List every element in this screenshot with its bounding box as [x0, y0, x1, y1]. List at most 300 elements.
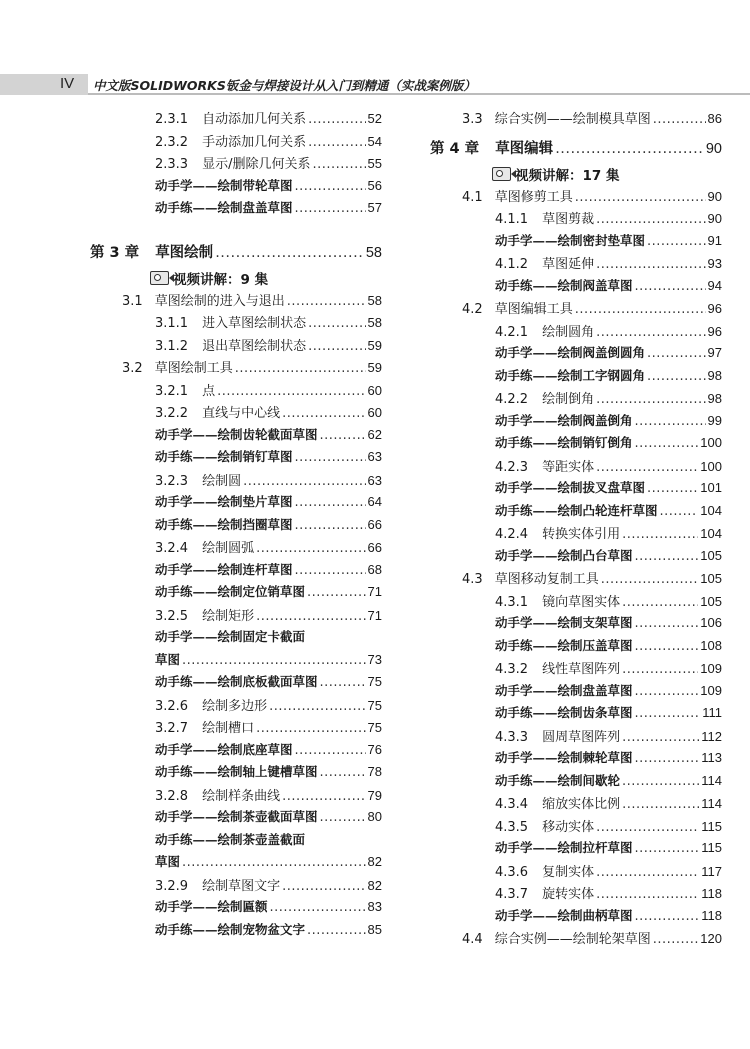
- dot-leader: [308, 135, 365, 150]
- toc-page-number: 117: [701, 863, 722, 879]
- toc-exercise: [90, 852, 382, 875]
- toc-section: [90, 605, 382, 628]
- toc-exercise: [430, 366, 722, 389]
- toc-section: [90, 470, 382, 493]
- toc-entry-title: 显示/删除几何关系: [202, 157, 311, 172]
- toc-entry-title: 动手练——绘制阀盖草图: [495, 277, 633, 293]
- toc-entry-continued: [90, 627, 382, 650]
- toc-page-number: 100: [700, 458, 722, 474]
- dot-leader: [635, 684, 699, 699]
- toc-page-number: 104: [700, 526, 722, 541]
- toc-entry-title: 绘制倒角: [542, 392, 595, 407]
- toc-entry-number: 4.2.4: [495, 527, 529, 542]
- toc-page-number: 63: [367, 472, 382, 488]
- dot-leader: [307, 585, 366, 600]
- toc-section: [90, 380, 382, 403]
- dot-leader: [575, 190, 706, 205]
- toc-page-number: 91: [707, 232, 722, 248]
- toc-entry-title: 综合实例——绘制轮架草图: [494, 932, 651, 947]
- toc-page-number: 58: [367, 292, 382, 308]
- dot-leader: [622, 527, 698, 542]
- toc-entry-title: 旋转实体: [542, 887, 595, 902]
- dot-leader: [647, 234, 706, 249]
- dot-leader: [282, 406, 365, 421]
- toc-page-number: 99: [707, 412, 722, 428]
- toc-entry-title: 草图编辑工具: [494, 302, 573, 317]
- toc-entry-title: 绘制草图文字: [202, 878, 281, 894]
- dot-leader: [269, 699, 365, 714]
- toc-page-number: 104: [700, 502, 722, 518]
- toc-page-number: 105: [700, 571, 722, 586]
- toc-page-number: 94: [707, 277, 722, 293]
- toc-exercise: [430, 433, 722, 456]
- dot-leader: [295, 201, 366, 216]
- toc-entry-number: 3.2.2: [155, 406, 189, 421]
- dot-leader: [256, 721, 365, 736]
- toc-entry-title: 动手练——绘制间歇轮: [495, 772, 621, 788]
- dot-leader: [215, 245, 364, 261]
- toc-exercise: [430, 703, 722, 726]
- toc-entry-title: 动手练——绘制工字钢圆角: [495, 367, 646, 383]
- toc-entry-number: 4.4: [462, 932, 483, 947]
- toc-exercise: [430, 906, 722, 929]
- dot-leader: [635, 751, 700, 766]
- dot-leader: [575, 302, 706, 317]
- dot-leader: [601, 572, 699, 587]
- toc-exercise: [90, 425, 382, 448]
- dot-leader: [660, 504, 699, 519]
- toc-section: [90, 537, 382, 560]
- toc-exercise: [430, 276, 722, 299]
- toc-entry-number: 4.3.4: [495, 797, 529, 812]
- toc-page-number: 71: [367, 584, 382, 599]
- dot-leader: [235, 361, 366, 376]
- toc-page-number: 114: [701, 772, 722, 788]
- toc-section: [430, 928, 722, 951]
- toc-exercise: [430, 343, 722, 366]
- toc-entry-title: 动手学——绘制凸台草图: [495, 547, 633, 563]
- toc-page-number: 60: [367, 382, 382, 398]
- toc-entry-title: 动手学——绘制茶壶截面草图: [155, 809, 318, 824]
- toc-section: [430, 591, 722, 614]
- toc-entry-title: 动手练——绘制盘盖草图: [155, 200, 293, 215]
- toc-entry-number: 3.2.4: [155, 541, 189, 556]
- dot-leader: [320, 765, 366, 780]
- toc-entry-title: 圆周草图阵列: [542, 729, 621, 745]
- video-camera-icon: [150, 271, 169, 285]
- toc-entry-number: 2.3.1: [155, 112, 189, 127]
- toc-section: [90, 335, 382, 358]
- toc-entry-title: 动手学——绘制支架草图: [495, 615, 633, 630]
- dot-leader: [596, 325, 705, 340]
- dot-leader: [243, 474, 365, 489]
- dot-leader: [635, 616, 699, 631]
- toc-section: [430, 108, 722, 131]
- dot-leader: [320, 810, 366, 825]
- toc-entry-title: 直线与中心线: [202, 406, 281, 421]
- toc-exercise: [90, 920, 382, 943]
- toc-page-number: 80: [367, 809, 382, 824]
- toc-entry-number: 3.1.1: [155, 316, 189, 331]
- toc-entry-title: 进入草图绘制状态: [202, 316, 307, 331]
- toc-entry-title: 草图绘制工具: [154, 361, 233, 376]
- toc-page-number: 100: [700, 435, 722, 450]
- toc-entry-title: 复制实体: [542, 864, 595, 880]
- toc-entry-number: 4.2.3: [495, 459, 529, 475]
- toc-page-number: 115: [701, 840, 722, 855]
- toc-exercise: [430, 411, 722, 434]
- dot-leader: [308, 339, 365, 354]
- toc-page-number: 90: [707, 211, 722, 226]
- toc-entry-number: 3.2.6: [155, 698, 189, 714]
- toc-section: [430, 208, 722, 231]
- dot-leader: [307, 923, 366, 938]
- toc-page-number: 54: [367, 133, 382, 149]
- toc-section: [90, 312, 382, 335]
- toc-entry-title: 草图: [155, 854, 181, 869]
- toc-page-number: 93: [707, 256, 722, 271]
- dot-leader: [622, 595, 698, 610]
- toc-page-number: 56: [367, 177, 382, 193]
- dot-leader: [653, 112, 706, 127]
- toc-section: [430, 568, 722, 591]
- dot-leader: [596, 865, 699, 880]
- toc-section: [90, 153, 382, 176]
- dot-leader: [295, 179, 366, 194]
- page-number-box: [0, 74, 88, 95]
- toc-entry-title: 自动添加几何关系: [202, 112, 307, 127]
- toc-entry-title: 动手学——绘制拔叉盘草图: [495, 480, 646, 495]
- toc-entry-title: 动手练——绘制茶壶盖截面: [155, 831, 306, 847]
- toc-section: [430, 883, 722, 906]
- toc-entry-number: 4.3.6: [495, 864, 529, 880]
- dot-leader: [596, 212, 705, 227]
- toc-section: [430, 861, 722, 884]
- toc-page-number: 85: [367, 921, 382, 937]
- toc-page-number: 96: [707, 323, 722, 339]
- toc-entry-title: 动手学——绘制连杆草图: [155, 561, 293, 577]
- toc-entry-title: 线性草图阵列: [542, 662, 621, 677]
- toc-entry-title: 移动实体: [542, 819, 595, 835]
- toc-entry-number: 3.2.9: [155, 878, 189, 894]
- dot-leader: [555, 141, 704, 157]
- toc-entry-number: 4.2.2: [495, 392, 529, 407]
- toc-entry-number: 2.3.3: [155, 157, 189, 172]
- toc-page-number: 96: [707, 301, 722, 316]
- toc-section: [430, 298, 722, 321]
- toc-entry-title: 动手学——绘制拉杆草图: [495, 840, 633, 855]
- toc-exercise: [430, 231, 722, 254]
- toc-exercise: [430, 838, 722, 861]
- toc-page-number: 112: [701, 728, 722, 744]
- toc-page-number: 66: [367, 540, 382, 555]
- toc-entry-title: 动手练——绘制挡圈草图: [155, 516, 293, 532]
- toc-exercise: [430, 546, 722, 569]
- toc-page-number: 101: [700, 480, 722, 495]
- dot-leader: [635, 279, 706, 294]
- toc-entry-title: 草图绘制: [155, 244, 214, 261]
- toc-entry-number: 3.1: [122, 293, 143, 309]
- toc-entry-title: 动手学——绘制阀盖倒角: [495, 412, 633, 428]
- dot-leader: [256, 609, 365, 624]
- dot-leader: [256, 541, 365, 556]
- toc-entry-number: 3.2.3: [155, 473, 189, 489]
- toc-entry-title: 缩放实体比例: [542, 797, 621, 812]
- toc-entry-number: 3.2.7: [155, 721, 189, 736]
- toc-entry-number: 4.2: [462, 302, 483, 317]
- toc-exercise: [430, 748, 722, 771]
- toc-entry-number: 3.3: [462, 112, 483, 127]
- toc-entry-title: 动手练——绘制齿条草图: [495, 705, 633, 720]
- toc-entry-title: 退出草图绘制状态: [202, 338, 307, 354]
- toc-entry-title: 手动添加几何关系: [202, 134, 307, 150]
- toc-page-number: 98: [707, 367, 722, 383]
- toc-exercise: [90, 762, 382, 785]
- toc-page-number: 55: [367, 156, 382, 171]
- toc-page-number: 108: [700, 637, 722, 653]
- dot-leader: [635, 909, 700, 924]
- toc-entry-title: 综合实例——绘制模具草图: [494, 112, 651, 127]
- toc-page-number: 109: [700, 661, 722, 676]
- toc-section: [430, 253, 722, 276]
- video-lecture-label: 视频讲解：9 集: [173, 272, 269, 288]
- toc-page-number: 106: [700, 615, 722, 630]
- dot-leader: [308, 316, 365, 331]
- toc-entry-number: 4.3.7: [495, 887, 529, 902]
- toc-section: [90, 131, 382, 154]
- dot-leader: [635, 414, 706, 429]
- toc-section: [90, 695, 382, 718]
- toc-entry-title: 草图剪裁: [542, 212, 595, 227]
- dot-leader: [217, 384, 365, 399]
- dot-leader: [320, 675, 366, 690]
- toc-exercise: [430, 771, 722, 794]
- toc-page-number: 58: [365, 244, 382, 261]
- toc-section: [430, 816, 722, 839]
- toc-entry-number: 4.1.1: [495, 212, 529, 227]
- dot-leader: [287, 294, 366, 309]
- toc-entry-title: 动手学——绘制阀盖倒圆角: [495, 345, 646, 360]
- toc-page-number: 75: [367, 697, 382, 713]
- toc-entry-number: 第 4 章: [430, 140, 480, 157]
- toc-entry-title: 动手学——绘制棘轮草图: [495, 750, 633, 765]
- toc-section: [90, 108, 382, 131]
- dot-leader: [596, 392, 705, 407]
- toc-page-number: 105: [700, 593, 722, 609]
- toc-page-number: 71: [367, 607, 382, 623]
- toc-page-number: 86: [707, 111, 722, 126]
- toc-page-number: 98: [707, 391, 722, 406]
- toc-page-number: 58: [367, 315, 382, 330]
- toc-entry-number: 4.3.1: [495, 594, 529, 610]
- toc-section: [90, 785, 382, 808]
- toc-entry-title: 绘制槽口: [202, 721, 255, 736]
- toc-entry-title: 草图绘制的进入与退出: [154, 293, 285, 309]
- toc-page-number: 114: [701, 796, 722, 811]
- toc-entry-title: 动手学——绘制底座草图: [155, 741, 293, 757]
- toc-entry-number: 4.1.2: [495, 257, 529, 272]
- toc-exercise: [90, 582, 382, 605]
- toc-exercise: [90, 447, 382, 470]
- toc-page-number: 64: [367, 494, 382, 509]
- toc-chapter: [90, 241, 382, 267]
- toc-page-number: 78: [367, 764, 382, 779]
- video-lecture-note: [430, 163, 722, 186]
- toc-exercise: [430, 501, 722, 524]
- toc-exercise: [90, 807, 382, 830]
- toc-entry-title: 动手练——绘制压盖草图: [495, 637, 633, 653]
- toc-page-number: 66: [367, 516, 382, 532]
- toc-entry-number: 4.3.5: [495, 819, 529, 835]
- toc-entry-title: 草图编辑: [495, 140, 554, 157]
- toc-page-number: 90: [705, 140, 722, 157]
- dot-leader: [282, 879, 365, 894]
- dot-leader: [635, 436, 699, 451]
- dot-leader: [295, 563, 366, 578]
- toc-entry-title: 绘制多边形: [202, 698, 268, 714]
- toc-page-number: 75: [367, 674, 382, 689]
- toc-entry-number: 3.2.8: [155, 788, 189, 804]
- toc-spacer: [90, 221, 382, 235]
- toc-exercise: [90, 560, 382, 583]
- video-camera-icon: [492, 167, 511, 181]
- toc-entry-number: 3.2: [122, 361, 143, 376]
- toc-page-number: 83: [367, 899, 382, 914]
- dot-leader: [308, 112, 365, 127]
- dot-leader: [635, 841, 700, 856]
- dot-leader: [622, 730, 699, 745]
- toc-entry-number: 4.3: [462, 572, 483, 587]
- toc-entry-title: 动手学——绘制带轮草图: [155, 177, 293, 193]
- toc-exercise: [90, 897, 382, 920]
- toc-entry-title: 动手学——绘制齿轮截面草图: [155, 426, 318, 442]
- toc-page-number: 109: [700, 682, 722, 698]
- dot-leader: [622, 774, 699, 789]
- toc-entry-title: 动手练——绘制轴上键槽草图: [155, 764, 318, 779]
- dot-leader: [282, 789, 365, 804]
- toc-section: [430, 793, 722, 816]
- toc-chapter: [430, 137, 722, 163]
- dot-leader: [295, 450, 366, 465]
- toc-entry-title: 等距实体: [542, 459, 595, 475]
- toc-page-number: 82: [367, 854, 382, 869]
- toc-entry-title: 绘制矩形: [202, 608, 255, 624]
- toc-page-number: 59: [367, 360, 382, 375]
- toc-page-number: 79: [367, 787, 382, 803]
- dot-leader: [596, 460, 698, 475]
- toc-section: [430, 726, 722, 749]
- page-header: [0, 74, 750, 95]
- toc-section: [430, 456, 722, 479]
- toc-entry-title: 动手练——绘制宠物盆文字: [155, 921, 306, 937]
- toc-entry-title: 草图延伸: [542, 257, 595, 272]
- toc-entry-title: 转换实体引用: [542, 527, 621, 542]
- toc-entry-title: 动手练——绘制销钉倒角: [495, 435, 633, 450]
- toc-entry-title: 绘制圆弧: [202, 541, 255, 556]
- dot-leader: [635, 639, 699, 654]
- toc-exercise: [430, 613, 722, 636]
- toc-entry-title: 动手学——绘制固定卡截面: [155, 629, 306, 644]
- toc-entry-title: 绘制圆角: [542, 324, 595, 340]
- dot-leader: [635, 549, 699, 564]
- toc-entry-number: 2.3.2: [155, 134, 189, 150]
- dot-leader: [596, 820, 699, 835]
- dot-leader: [622, 662, 698, 677]
- dot-leader: [270, 900, 366, 915]
- toc-exercise: [90, 492, 382, 515]
- toc-entry-number: 4.3.2: [495, 662, 529, 677]
- toc-page-number: 115: [701, 818, 722, 834]
- video-lecture-note: [90, 267, 382, 290]
- page-number: IV: [60, 75, 75, 92]
- toc-section: [90, 717, 382, 740]
- dot-leader: [320, 428, 366, 443]
- toc-section: [430, 321, 722, 344]
- toc-entry-number: 4.3.3: [495, 729, 529, 745]
- toc-page-number: 73: [367, 651, 382, 667]
- toc-exercise: [430, 681, 722, 704]
- toc-entry-title: 动手学——绘制密封垫草图: [495, 232, 646, 248]
- toc-page-number: 118: [701, 907, 722, 923]
- toc-section: [90, 875, 382, 898]
- dot-leader: [312, 157, 365, 172]
- dot-leader: [647, 346, 706, 361]
- dot-leader: [596, 257, 705, 272]
- toc-entry-number: 3.2.1: [155, 383, 189, 399]
- toc-page-number: 82: [367, 877, 382, 893]
- toc-page-number: 75: [367, 720, 382, 735]
- toc-entry-number: 4.1: [462, 189, 483, 205]
- toc-section: [90, 357, 382, 380]
- toc-exercise: [90, 515, 382, 538]
- toc-entry-title: 动手练——绘制定位销草图: [155, 584, 306, 599]
- toc-exercise: [430, 636, 722, 659]
- dot-leader: [295, 743, 366, 758]
- toc-page-number: 97: [707, 345, 722, 360]
- toc-exercise: [90, 176, 382, 199]
- toc-section: [90, 290, 382, 313]
- dot-leader: [182, 653, 366, 668]
- toc-entry-title: 动手学——绘制垫片草图: [155, 494, 293, 509]
- toc-page-number: 63: [367, 449, 382, 464]
- dot-leader: [622, 797, 699, 812]
- dot-leader: [295, 495, 366, 510]
- toc-section: [430, 658, 722, 681]
- toc-entry-title: 动手练——绘制底板截面草图: [155, 674, 318, 689]
- toc-entry-title: 绘制圆: [202, 473, 242, 489]
- dot-leader: [295, 518, 366, 533]
- video-lecture-label: 视频讲解：17 集: [515, 168, 620, 184]
- toc-page-number: 111: [702, 705, 722, 720]
- header-rule: [88, 93, 750, 95]
- toc-section: [430, 523, 722, 546]
- book-title: 中文版SOLIDWORKS钣金与焊接设计从入门到精通（实战案例版）: [93, 78, 476, 93]
- toc-entry-title: 点: [202, 383, 216, 399]
- toc-entry-title: 动手学——绘制曲柄草图: [495, 907, 633, 923]
- toc-entry-continued: [90, 830, 382, 853]
- toc-entry-number: 第 3 章: [90, 244, 140, 261]
- toc-entry-title: 动手学——绘制匾额: [155, 899, 268, 914]
- toc-page-number: 59: [367, 337, 382, 353]
- toc-entry-title: 草图: [155, 651, 181, 667]
- dot-leader: [635, 706, 701, 721]
- toc-entry-title: 动手学——绘制盘盖草图: [495, 682, 633, 698]
- toc-entry-title: 草图移动复制工具: [494, 572, 599, 587]
- toc-page-number: 76: [367, 741, 382, 757]
- toc-page-number: 68: [367, 561, 382, 577]
- toc-page-number: 105: [700, 547, 722, 563]
- toc-entry-number: 3.2.5: [155, 608, 189, 624]
